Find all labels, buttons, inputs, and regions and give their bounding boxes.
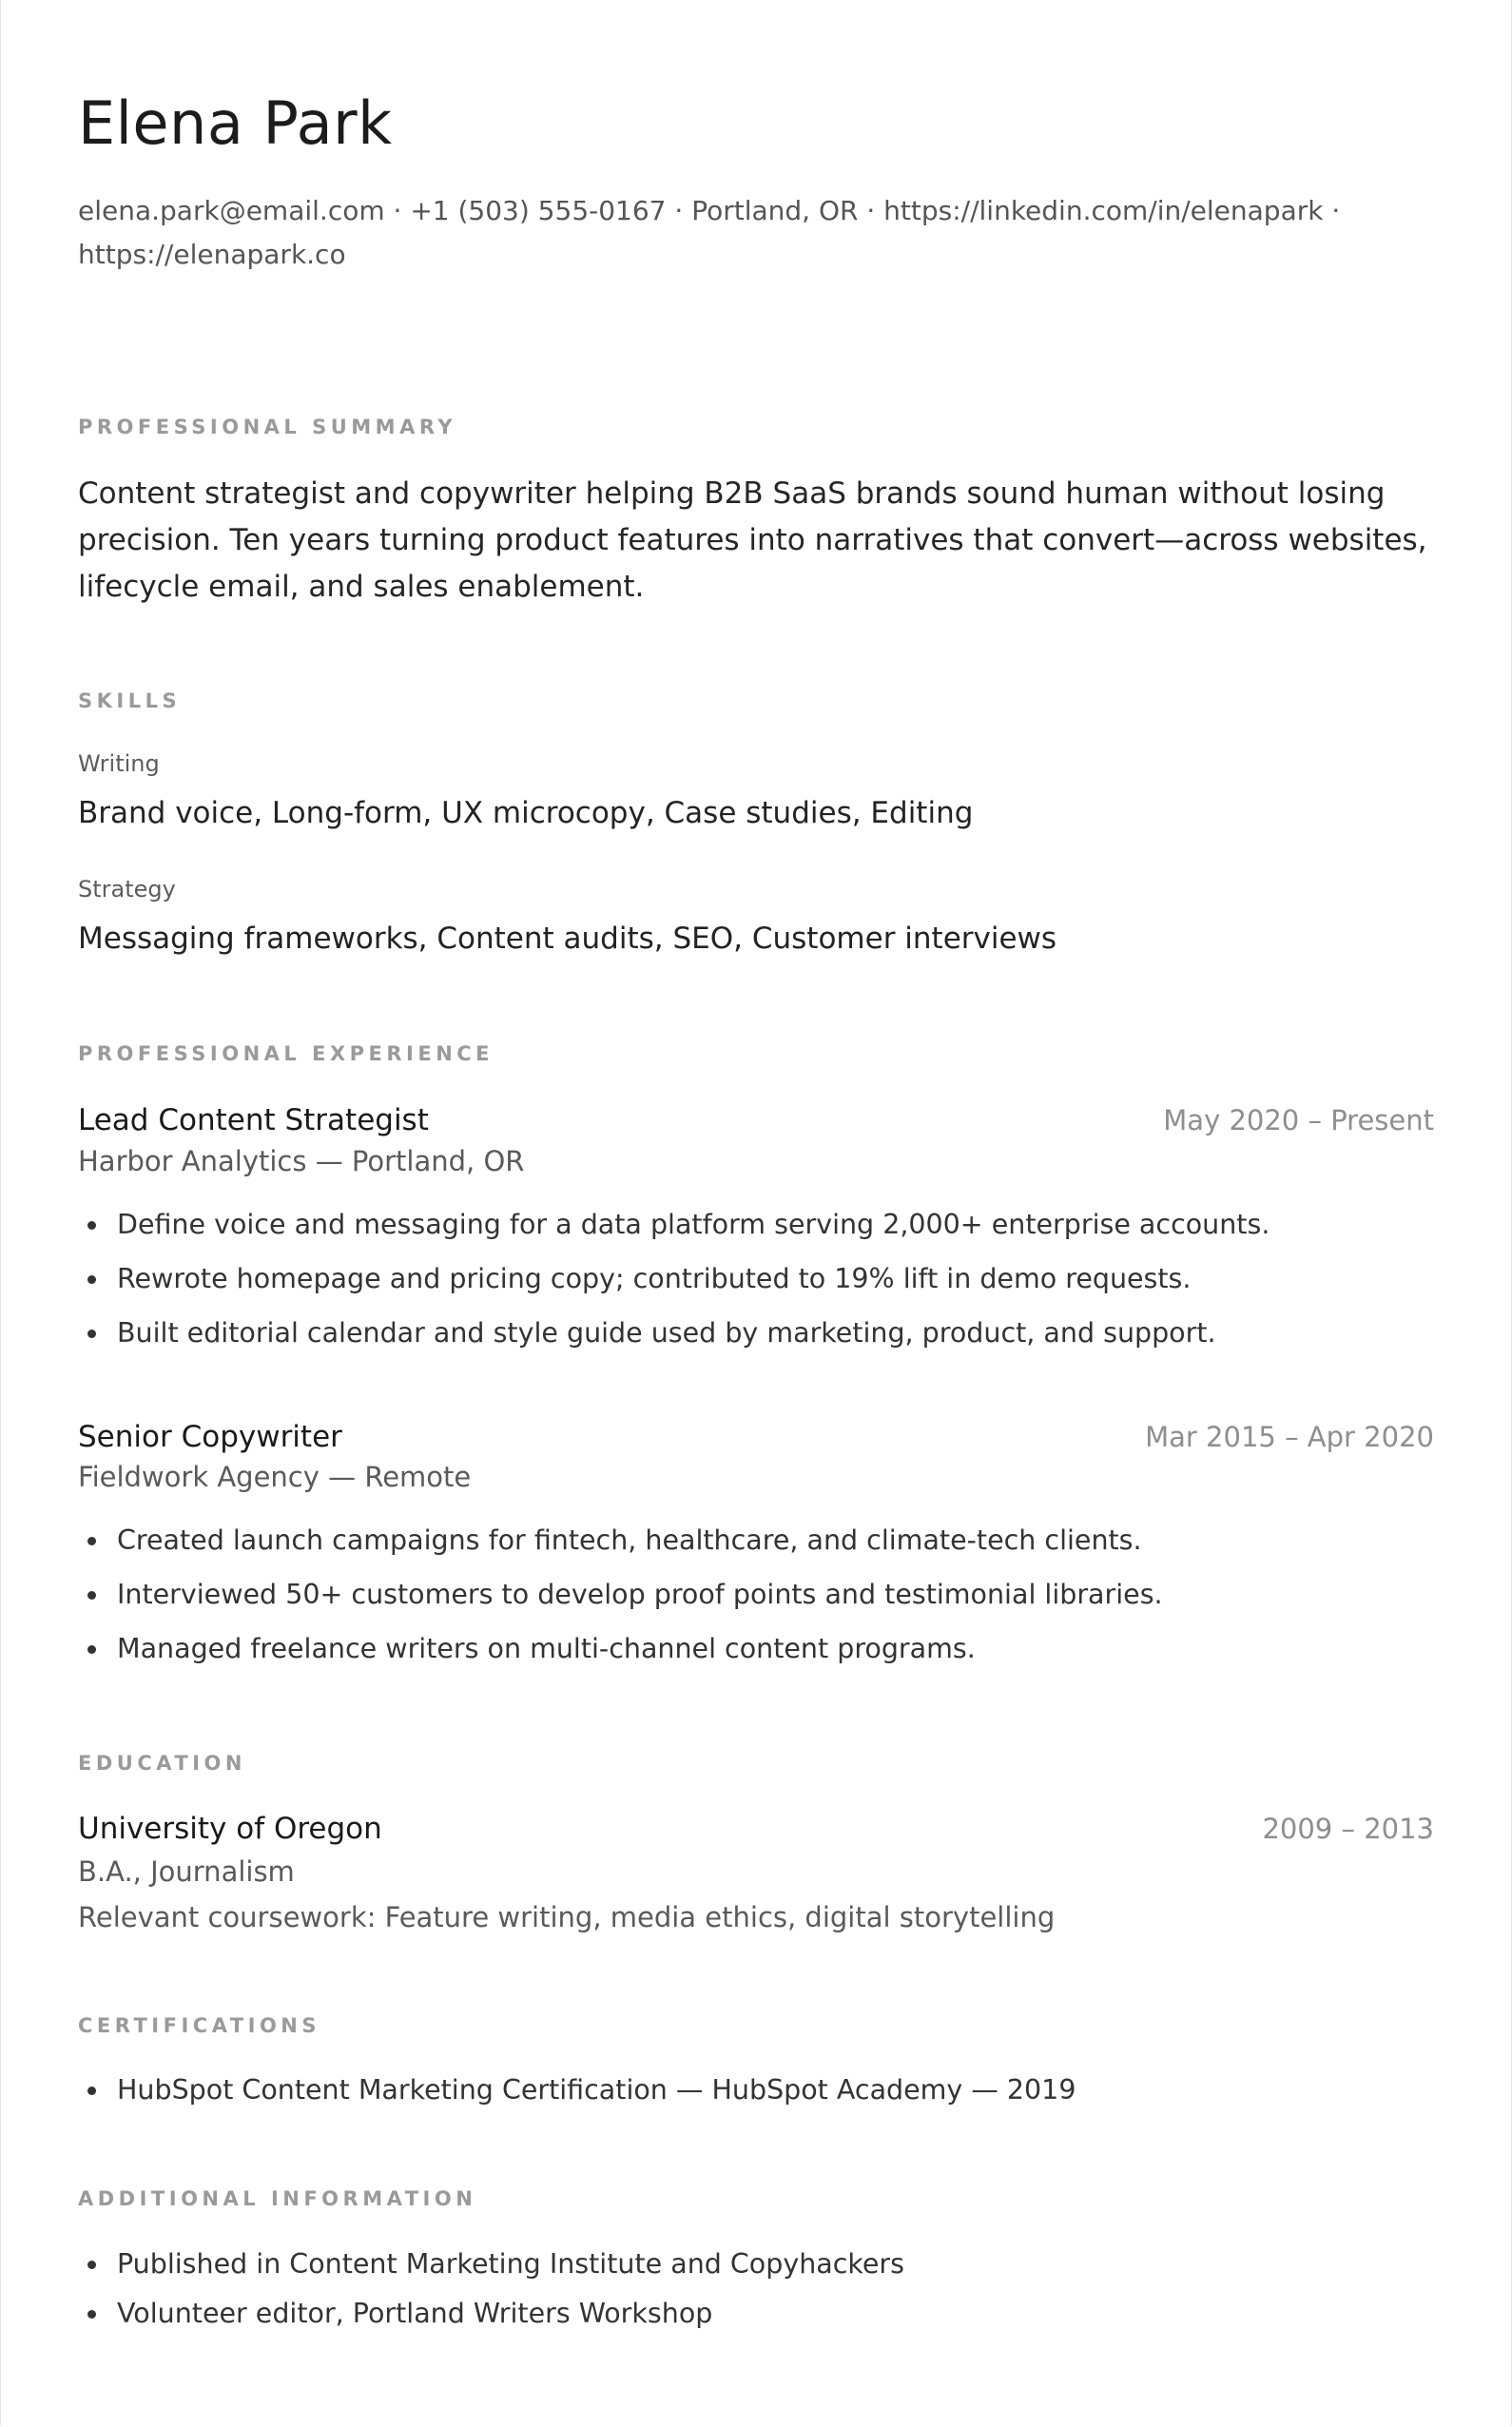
- certification-item: HubSpot Content Marketing Certification — HubSpot Academy — 2019: [78, 2066, 1447, 2115]
- additional-section-title: ADDITIONAL INFORMATION: [78, 2187, 477, 2210]
- candidate-name: Elena Park: [78, 88, 393, 158]
- job-bullet: Managed freelance writers on multi-channel content programs.: [78, 1621, 1447, 1676]
- job-bullet-list: [78, 1513, 1447, 1676]
- certifications-section-title: CERTIFICATIONS: [78, 2014, 321, 2037]
- experience-section-title: PROFESSIONAL EXPERIENCE: [78, 1042, 494, 1065]
- job-title: Lead Content Strategist: [78, 1103, 429, 1137]
- additional-list: [78, 2240, 1447, 2339]
- education-school: University of Oregon: [78, 1812, 382, 1846]
- job-bullet: Interviewed 50+ customers to develop proof points and testimonial libraries.: [78, 1567, 1447, 1621]
- education-section-title: EDUCATION: [78, 1752, 246, 1775]
- job-title: Senior Copywriter: [78, 1420, 342, 1454]
- job-bullet: Created launch campaigns for fintech, healthcare, and climate-tech clients.: [78, 1513, 1447, 1567]
- job-bullet: Built editorial calendar and style guide used by marketing, product, and support.: [78, 1306, 1447, 1360]
- job-company: Harbor Analytics — Portland, OR: [78, 1145, 525, 1177]
- education-coursework: Relevant coursework: Feature writing, media ethics, digital storytelling: [78, 1901, 1056, 1933]
- skill-group-label: Writing: [78, 750, 160, 777]
- job-dates: Mar 2015 – Apr 2020: [1145, 1421, 1434, 1453]
- summary-section-title: PROFESSIONAL SUMMARY: [78, 416, 457, 438]
- education-dates: 2009 – 2013: [1262, 1813, 1434, 1845]
- certifications-list: [78, 2066, 1447, 2115]
- additional-item: Volunteer editor, Portland Writers Workshop: [78, 2289, 1447, 2339]
- contact-line: elena.park@email.com · +1 (503) 555-0167 · Portland, OR · https://linkedin.com/in/elenapark · https://elenapark.co: [78, 195, 1341, 270]
- skill-group-items: Messaging frameworks, Content audits, SEO, Customer interviews: [78, 922, 1057, 956]
- summary-text: Content strategist and copywriter helping B2B SaaS brands sound human without losing precision. Ten years turning product features into narratives that convert—across websites, lifecycle email, and sales enablement.: [78, 476, 1427, 604]
- job-bullet-list: [78, 1197, 1447, 1360]
- job-company: Fieldwork Agency — Remote: [78, 1461, 472, 1493]
- skill-group-label: Strategy: [78, 876, 176, 903]
- education-degree: B.A., Journalism: [78, 1855, 295, 1888]
- additional-item: Published in Content Marketing Institute and Copyhackers: [78, 2240, 1447, 2289]
- job-bullet: Rewrote homepage and pricing copy; contributed to 19% lift in demo requests.: [78, 1252, 1447, 1306]
- skills-section-title: SKILLS: [78, 689, 182, 712]
- job-dates: May 2020 – Present: [1163, 1104, 1434, 1136]
- job-bullet: Define voice and messaging for a data platform serving 2,000+ enterprise accounts.: [78, 1197, 1447, 1252]
- skill-group-items: Brand voice, Long-form, UX microcopy, Case studies, Editing: [78, 796, 974, 830]
